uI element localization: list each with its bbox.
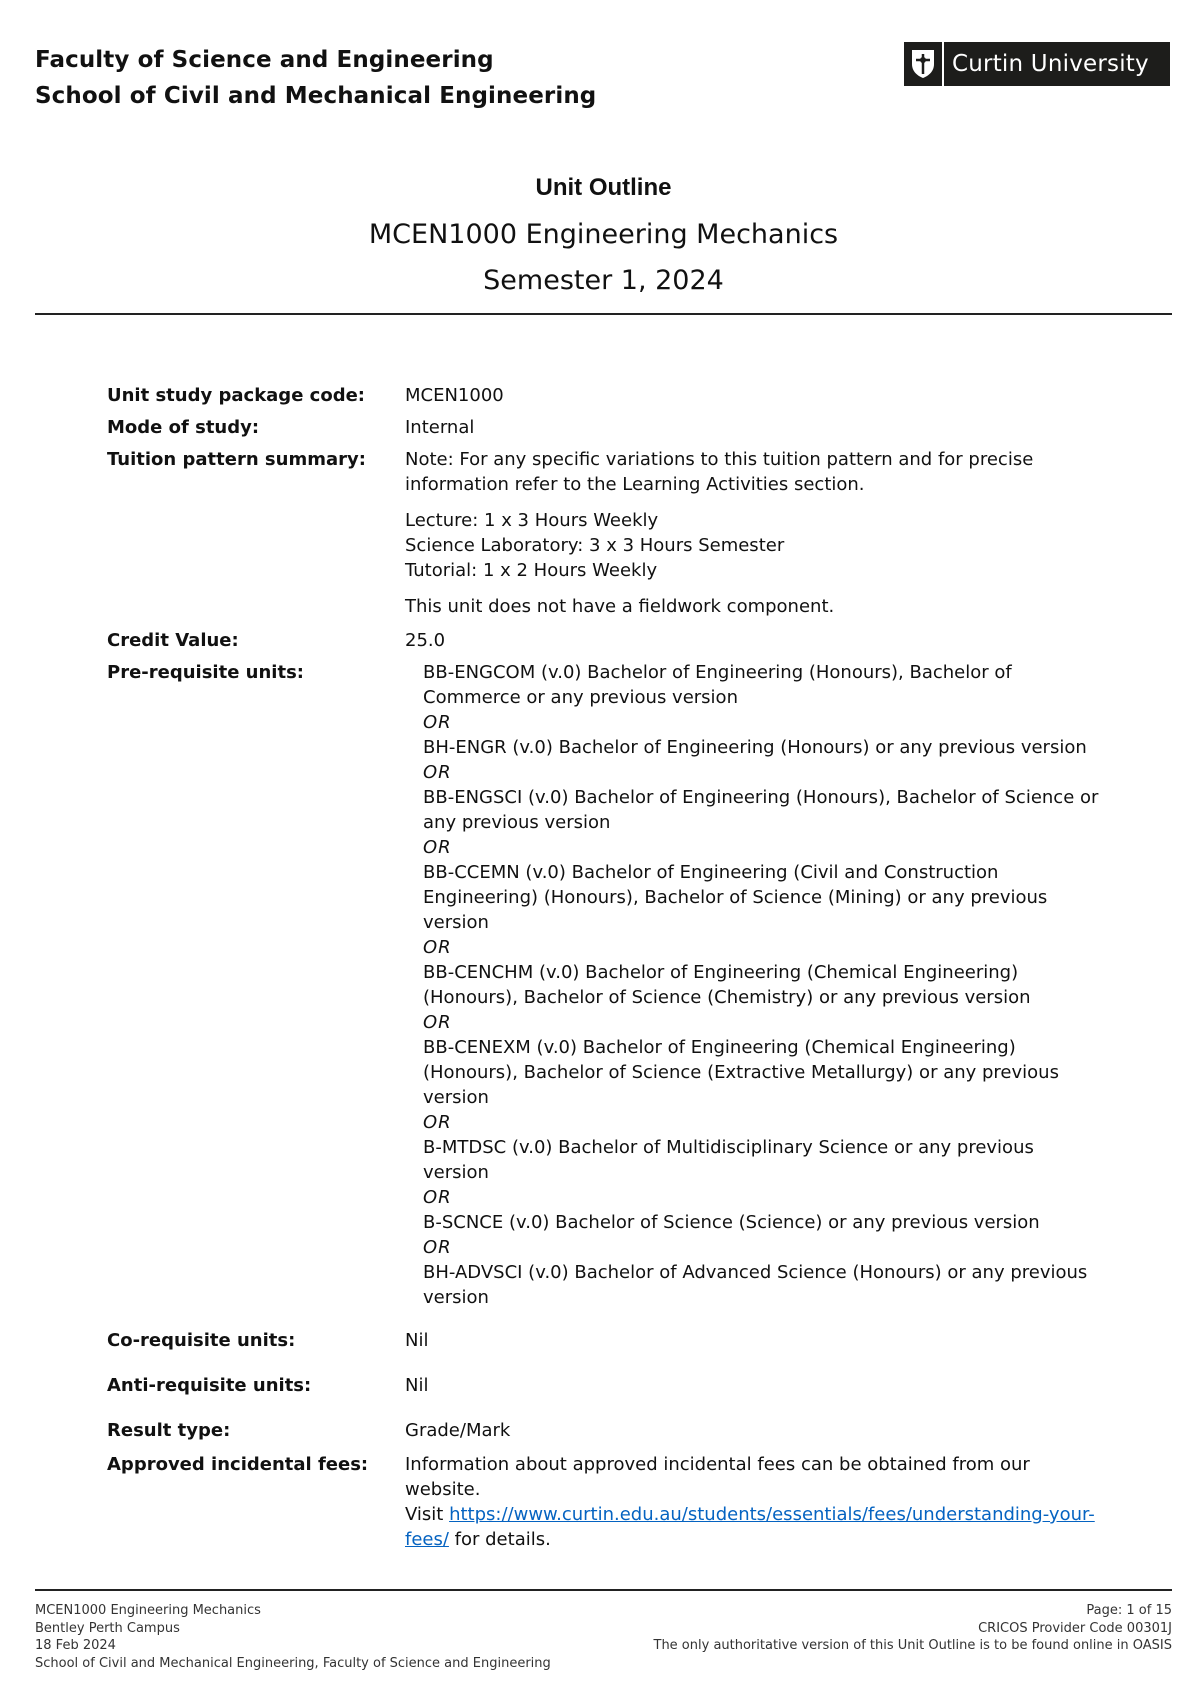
footer-left [35,1602,551,1672]
fees-info: Information about approved incidental fees can be obtained from our website. [405,1454,1030,1500]
row-credit [107,628,1107,660]
row-code [107,383,1107,415]
prereq-list [423,660,1105,1310]
prereq-item: B-MTDSC (v.0) Bachelor of Multidisciplinary Science or any previous version [423,1137,1034,1183]
credit-label: Credit Value: [107,630,239,651]
coreq-label: Co-requisite units: [107,1330,296,1351]
footer-right [654,1602,1173,1655]
result-value: Grade/Mark [405,1420,511,1441]
footer-page: Page: 1 of 15 [1086,1603,1172,1618]
document-type: Unit Outline [535,174,672,201]
mode-value: Internal [405,417,475,438]
curtin-logo [904,42,1170,86]
footer-school: School of Civil and Mechanical Engineering, Faculty of Science and Engineering [35,1655,551,1671]
fees-visit-line [405,1502,1105,1552]
credit-value: 25.0 [405,630,446,651]
faculty-name: Faculty of Science and Engineering [35,47,494,73]
tuition-lab: Science Laboratory: 3 x 3 Hours Semester [405,535,785,556]
bottom-divider [35,1589,1172,1591]
prereq-item: BB-CCEMN (v.0) Bachelor of Engineering (Civil and Construction Engineering) (Honours), Bachelor of Science (Mining) or any previous version [423,862,1048,933]
or-separator: OR [423,712,452,733]
prereq-item: BB-ENGSCI (v.0) Bachelor of Engineering (Honours), Bachelor of Science or any previous version [423,787,1099,833]
footer-date: 18 Feb 2024 [35,1638,116,1653]
or-separator: OR [423,1012,452,1033]
top-divider [35,313,1172,315]
coreq-value: Nil [405,1330,429,1351]
tuition-value [405,447,1105,619]
or-separator: OR [423,1237,452,1258]
result-label: Result type: [107,1420,231,1441]
or-separator: OR [423,1187,452,1208]
footer-campus: Bentley Perth Campus [35,1620,180,1636]
row-antireq [107,1373,1107,1418]
school-name: School of Civil and Mechanical Engineering [35,83,597,109]
tuition-fieldwork: This unit does not have a fieldwork component. [405,596,835,617]
prereq-item: BB-ENGCOM (v.0) Bachelor of Engineering (Honours), Bachelor of Commerce or any previous version [423,662,1012,708]
unit-title: MCEN1000 Engineering Mechanics [368,219,839,250]
or-separator: OR [423,1112,452,1133]
row-fees [107,1452,1107,1552]
logo-text: Curtin University [952,51,1149,77]
crest-icon [904,42,944,86]
fees-after: for details. [448,1529,551,1550]
tuition-lecture: Lecture: 1 x 3 Hours Weekly [405,510,659,531]
prereq-item: BH-ENGR (v.0) Bachelor of Engineering (Honours) or any previous version [423,737,1087,758]
row-result [107,1418,1107,1452]
row-coreq [107,1328,1107,1373]
footer-unit: MCEN1000 Engineering Mechanics [35,1603,261,1618]
antireq-label: Anti-requisite units: [107,1375,312,1396]
prereq-item: BH-ADVSCI (v.0) Bachelor of Advanced Science (Honours) or any previous version [423,1262,1088,1308]
fees-value [405,1452,1105,1552]
fees-link[interactable]: https://www.curtin.edu.au/students/essentials/fees/understanding-your-fees/ [405,1504,1095,1550]
tuition-note: Note: For any specific variations to this tuition pattern and for precise information refer to the Learning Activities section. [405,449,1034,495]
or-separator: OR [423,837,452,858]
title-block [35,168,1172,304]
fees-visit: Visit [405,1504,450,1525]
semester: Semester 1, 2024 [483,265,724,296]
prereq-item: B-SCNCE (v.0) Bachelor of Science (Science) or any previous version [423,1212,1040,1233]
footer-authority: The only authoritative version of this Unit Outline is to be found online in OASIS [653,1638,1172,1653]
mode-label: Mode of study: [107,417,260,438]
header-block [35,42,596,114]
or-separator: OR [423,937,452,958]
tuition-tutorial: Tutorial: 1 x 2 Hours Weekly [405,560,658,581]
footer-cricos: CRICOS Provider Code 00301J [978,1620,1172,1636]
row-prereq [107,660,1107,1310]
prereq-item: BB-CENCHM (v.0) Bachelor of Engineering (Chemical Engineering) (Honours), Bachelor of Science (Chemistry) or any previous version [423,962,1031,1008]
fees-label: Approved incidental fees: [107,1454,369,1475]
code-value: MCEN1000 [405,385,504,406]
row-tuition [107,447,1107,619]
row-mode [107,415,1107,447]
prereq-item: BB-CENEXM (v.0) Bachelor of Engineering (Chemical Engineering) (Honours), Bachelor of Science (Extractive Metallurgy) or any previous version [423,1037,1059,1108]
code-label: Unit study package code: [107,385,365,406]
tuition-label: Tuition pattern summary: [107,449,366,470]
antireq-value: Nil [405,1375,429,1396]
or-separator: OR [423,762,452,783]
prereq-label: Pre-requisite units: [107,662,304,683]
unit-details [107,383,1107,1552]
